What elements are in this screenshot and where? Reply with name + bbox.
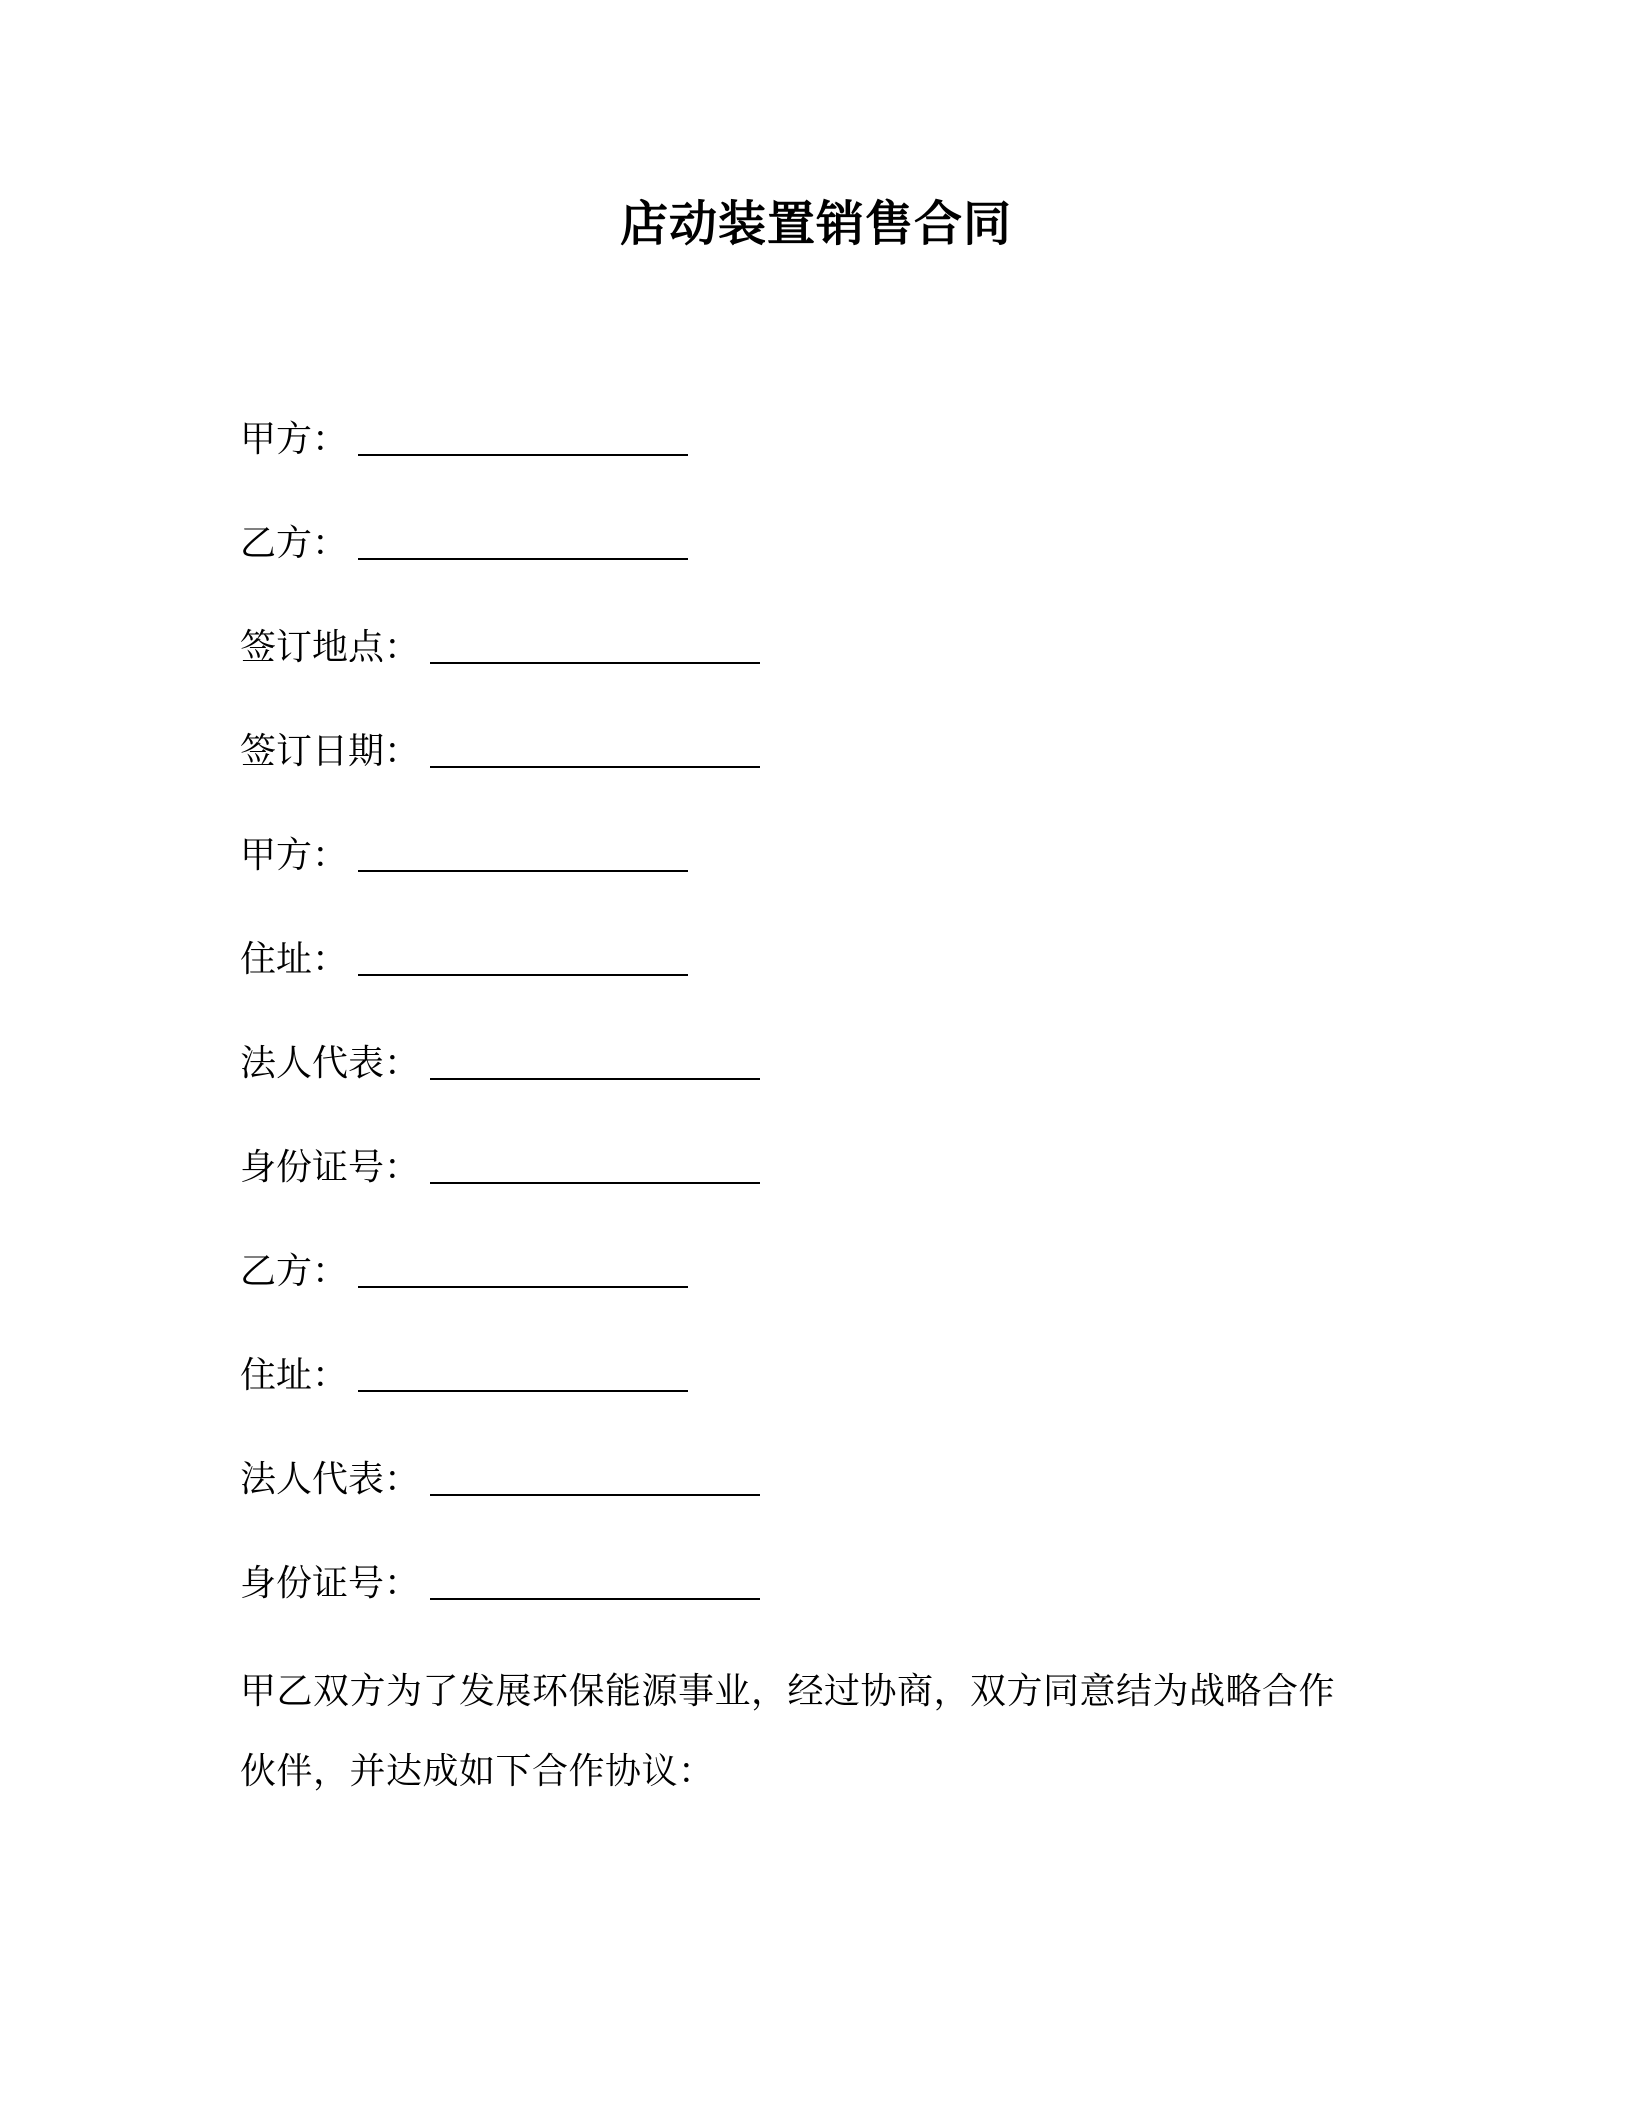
blank-line[interactable] — [430, 1138, 760, 1184]
blank-line[interactable] — [430, 1450, 760, 1496]
field-label: 甲方： — [240, 835, 349, 876]
field-party-a-legal-rep — [240, 1034, 1440, 1138]
blank-line[interactable] — [358, 826, 688, 872]
blank-line[interactable] — [430, 1554, 760, 1600]
document-title: 店动装置销售合同 — [619, 196, 1012, 252]
blank-line[interactable] — [358, 410, 688, 456]
field-label: 身份证号： — [240, 1147, 421, 1188]
blank-line[interactable] — [358, 930, 688, 976]
field-party-a-name — [240, 826, 1440, 930]
field-party-b-legal-rep — [240, 1450, 1440, 1554]
field-label: 住址： — [240, 939, 349, 980]
field-party-a-address — [240, 930, 1440, 1034]
blank-line[interactable] — [430, 618, 760, 664]
blank-line[interactable] — [430, 1034, 760, 1080]
field-label: 法人代表： — [240, 1459, 421, 1500]
field-label: 签订地点： — [240, 627, 421, 668]
field-label: 法人代表： — [240, 1043, 421, 1084]
field-party-b-id-number — [240, 1554, 1440, 1658]
field-party-a — [240, 410, 1440, 514]
blank-line[interactable] — [358, 1346, 688, 1392]
field-label: 签订日期： — [240, 731, 421, 772]
field-label: 住址： — [240, 1355, 349, 1396]
field-label: 乙方： — [240, 523, 349, 564]
field-party-b-name — [240, 1242, 1440, 1346]
field-label: 甲方： — [240, 419, 349, 460]
blank-line[interactable] — [358, 1242, 688, 1288]
blank-line[interactable] — [430, 722, 760, 768]
field-signing-place — [240, 618, 1440, 722]
field-party-b-address — [240, 1346, 1440, 1450]
field-label: 身份证号： — [240, 1563, 421, 1604]
intro-line: 甲乙双方为了发展环保能源事业，经过协商，双方同意结为战略合作 — [240, 1671, 1336, 1712]
party-fields — [240, 410, 1440, 1658]
field-party-a-id-number — [240, 1138, 1440, 1242]
field-signing-date — [240, 722, 1440, 826]
blank-line[interactable] — [358, 514, 688, 560]
intro-line: 伙伴，并达成如下合作协议： — [240, 1751, 715, 1792]
field-party-b — [240, 514, 1440, 618]
field-label: 乙方： — [240, 1251, 349, 1292]
intro-paragraph — [240, 1652, 1360, 1812]
